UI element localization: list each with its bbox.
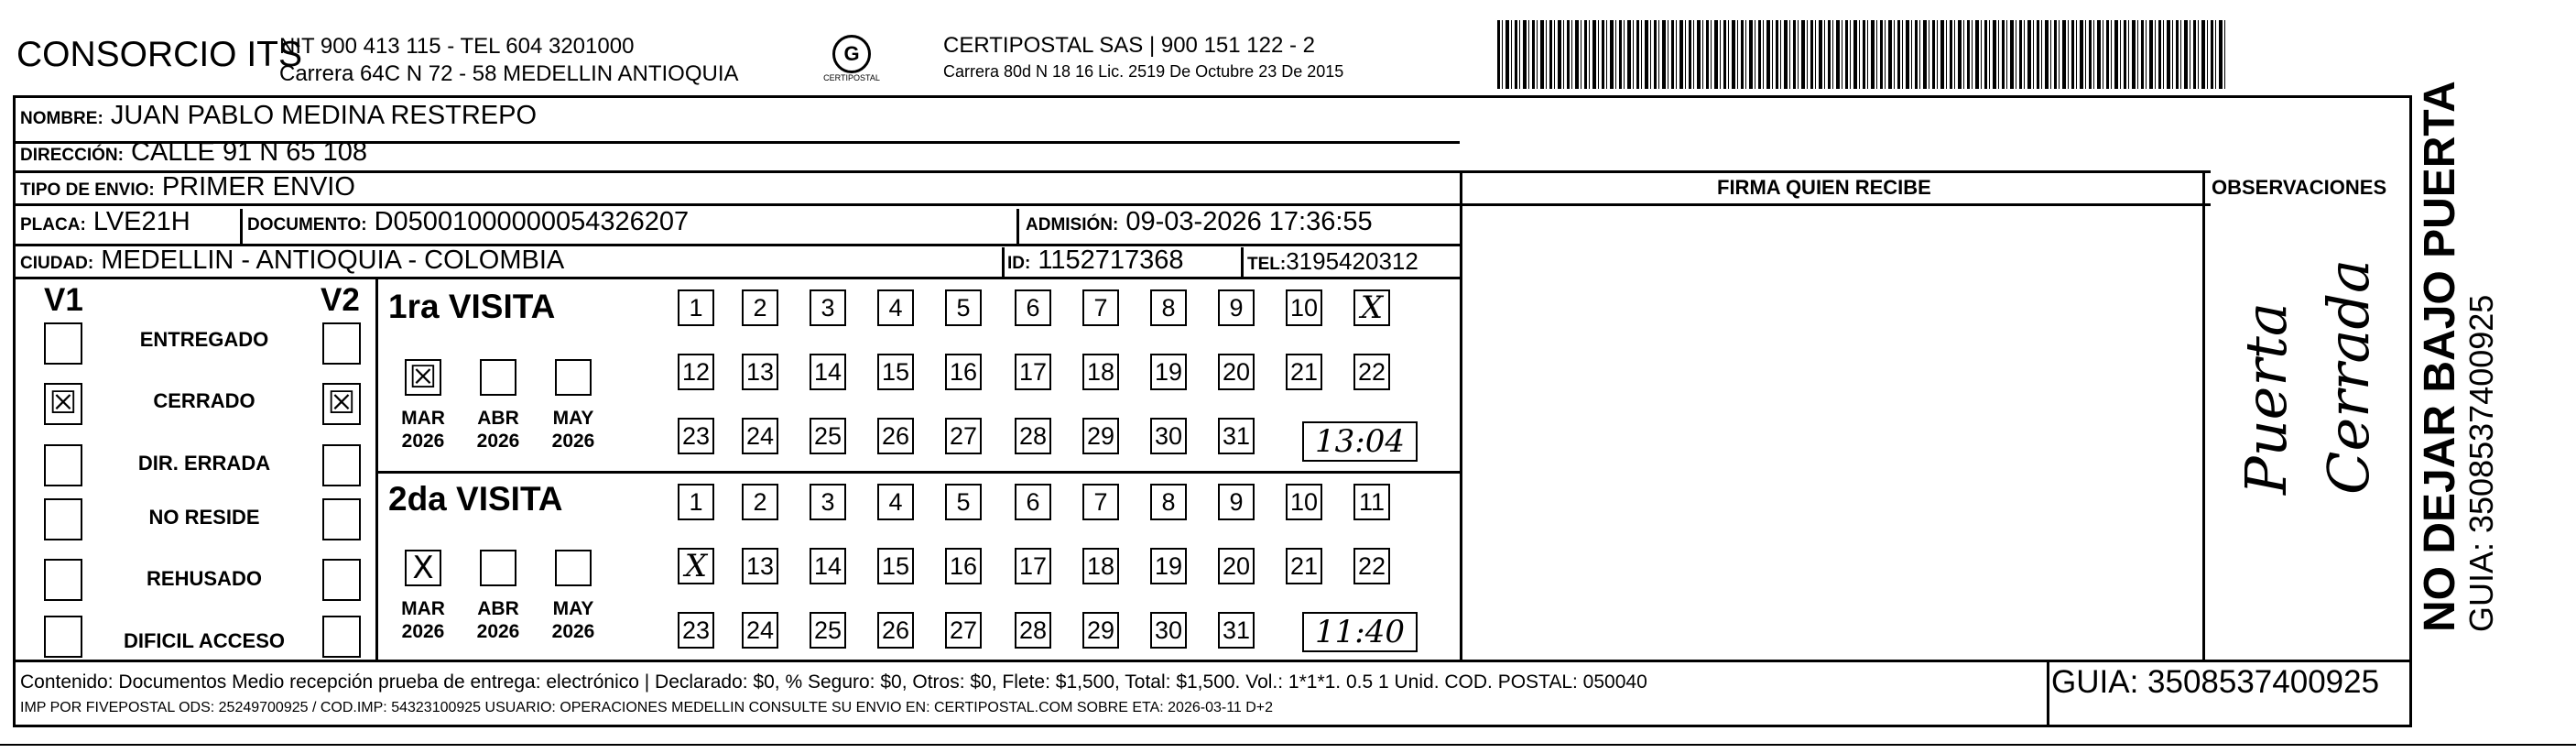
tel-field (1247, 247, 1418, 276)
visit2-day-box[interactable]: 18 (1082, 548, 1119, 584)
visit1-day-box[interactable]: 16 (945, 354, 982, 390)
form-frame (13, 95, 2412, 727)
status-no-reside-label: NO RESIDE (148, 506, 260, 529)
visit2-day-box[interactable]: 21 (1286, 548, 1322, 584)
observaciones-header: OBSERVACIONES (2212, 176, 2387, 199)
v2-dir-errada-checkbox[interactable] (322, 444, 361, 486)
visit2-day-box[interactable]: 11 (1353, 484, 1390, 520)
visit1-month-mar-checkbox[interactable]: ☒ (405, 359, 441, 396)
certipostal-info (943, 33, 1343, 82)
nit-line: NIT 900 413 115 - TEL 604 3201000 (279, 34, 635, 59)
visit1-day-box[interactable]: 23 (678, 418, 714, 454)
logo-text: CERTIPOSTAL (823, 73, 880, 82)
v1-cerrado-checkbox[interactable]: ☒ (44, 383, 82, 425)
visit1-day-box[interactable]: X (1353, 289, 1390, 326)
visit1-month-mar-label: MAR 2026 (401, 408, 445, 452)
logo-icon: G (832, 35, 871, 73)
visit1-day-box[interactable]: 12 (678, 354, 714, 390)
visit1-day-box[interactable]: 20 (1218, 354, 1255, 390)
placa-label: PLACA: (20, 215, 86, 235)
tipo-field (20, 172, 355, 202)
visit1-day-box[interactable]: 21 (1286, 354, 1322, 390)
company-name: CONSORCIO ITS (16, 35, 303, 74)
footer-guia: GUIA: 3508537400925 (2051, 664, 2380, 700)
visit1-day-box[interactable]: 5 (945, 289, 982, 326)
visit2-day-box[interactable]: 23 (678, 612, 714, 649)
visit1-day-box[interactable]: 29 (1082, 418, 1119, 454)
direccion-value: CALLE 91 N 65 108 (131, 137, 367, 167)
visit1-day-box[interactable]: 24 (742, 418, 778, 454)
visit2-day-box[interactable]: 13 (742, 548, 778, 584)
visit1-day-box[interactable]: 8 (1150, 289, 1187, 326)
visit2-day-box[interactable]: 27 (945, 612, 982, 649)
side-guia: GUIA: 3508537400925 (2462, 294, 2500, 632)
certipostal-line: CERTIPOSTAL SAS | 900 151 122 - 2 (943, 33, 1315, 58)
visit2-day-box[interactable]: 14 (810, 548, 846, 584)
visit2-day-box[interactable]: 9 (1218, 484, 1255, 520)
visit2-title: 2da VISITA (388, 480, 563, 518)
visit2-day-box[interactable]: 17 (1015, 548, 1051, 584)
visit1-day-box[interactable]: 15 (877, 354, 914, 390)
id-label: ID: (1007, 254, 1031, 273)
barcode (1497, 20, 2227, 89)
visit2-day-box[interactable]: 19 (1150, 548, 1187, 584)
firma-header: FIRMA QUIEN RECIBE (1717, 176, 1931, 199)
v2-dificil-acceso-checkbox[interactable] (322, 616, 361, 658)
direccion-field (20, 137, 367, 168)
certipostal-logo (810, 35, 893, 90)
visit2-month-abr-checkbox[interactable] (480, 550, 516, 586)
v1-dir-errada-checkbox[interactable] (44, 444, 82, 486)
visit1-day-box[interactable]: 3 (810, 289, 846, 326)
visit2-month-mar-label: MAR 2026 (401, 598, 445, 642)
visit2-day-box[interactable]: 3 (810, 484, 846, 520)
visit1-day-box[interactable]: 17 (1015, 354, 1051, 390)
visit2-time[interactable]: 11:40 (1302, 612, 1418, 652)
visit1-day-box[interactable]: 9 (1218, 289, 1255, 326)
v2-header: V2 (321, 282, 360, 318)
visit2-day-box[interactable]: 15 (877, 548, 914, 584)
status-entregado-label: ENTREGADO (139, 328, 269, 351)
status-cerrado-label: CERRADO (153, 389, 255, 412)
ciudad-value: MEDELLIN - ANTIOQUIA - COLOMBIA (101, 246, 565, 275)
v1-dificil-acceso-checkbox[interactable] (44, 616, 82, 658)
visit1-day-box[interactable]: 2 (742, 289, 778, 326)
visit2-day-box[interactable]: 20 (1218, 548, 1255, 584)
visit2-day-box[interactable]: 4 (877, 484, 914, 520)
visit1-day-box[interactable]: 19 (1150, 354, 1187, 390)
v1-rehusado-checkbox[interactable] (44, 559, 82, 601)
visit2-day-box[interactable]: 7 (1082, 484, 1119, 520)
visit1-day-box[interactable]: 31 (1218, 418, 1255, 454)
side-vertical-text (2418, 81, 2500, 632)
visit1-day-box[interactable]: 27 (945, 418, 982, 454)
visit1-day-box[interactable]: 18 (1082, 354, 1119, 390)
documento-value: D05001000000054326207 (374, 207, 690, 236)
certipostal-address: Carrera 80d N 18 16 Lic. 2519 De Octubre 23 De 2015 (943, 62, 1344, 81)
visit2-day-box[interactable]: 2 (742, 484, 778, 520)
visit1-day-box[interactable]: 10 (1286, 289, 1322, 326)
visit2-day-box[interactable]: 24 (742, 612, 778, 649)
visit2-day-box[interactable]: 31 (1218, 612, 1255, 649)
visit1-day-box[interactable]: 28 (1015, 418, 1051, 454)
visit1-day-box[interactable]: 1 (678, 289, 714, 326)
v2-cerrado-checkbox[interactable]: ☒ (322, 383, 361, 425)
v1-entregado-checkbox[interactable] (44, 322, 82, 365)
direccion-label: DIRECCIÓN: (20, 146, 124, 165)
company-info (279, 33, 739, 88)
observaciones-handwritten (2225, 259, 2390, 495)
visit1-day-box[interactable]: 13 (742, 354, 778, 390)
visit1-month-abr-label: ABR 2026 (476, 408, 520, 452)
visit2-day-box[interactable]: 10 (1286, 484, 1322, 520)
visit1-day-box[interactable]: 25 (810, 418, 846, 454)
visit1-day-box[interactable]: 30 (1150, 418, 1187, 454)
footer-imp: IMP POR FIVEPOSTAL ODS: 25249700925 / COD.IMP: 54323100925 USUARIO: OPERACIONES MEDELLIN CONSULTE SU ENVIO EN: CERTIPOSTAL.COM SOBRE ETA: 2026-03-11 D+2 (20, 700, 1274, 715)
side-warning: NO DEJAR BAJO PUERTA (2416, 81, 2464, 632)
visit1-time[interactable]: 13:04 (1302, 421, 1418, 462)
visit2-day-box[interactable]: 30 (1150, 612, 1187, 649)
visit1-day-box[interactable]: 4 (877, 289, 914, 326)
admision-value: 09-03-2026 17:36:55 (1125, 207, 1373, 236)
visit1-month-may-checkbox[interactable] (555, 359, 592, 396)
visit2-day-box[interactable]: 29 (1082, 612, 1119, 649)
visit1-day-box[interactable]: 22 (1353, 354, 1390, 390)
id-field (1007, 246, 1184, 276)
visit1-month-may-label: MAY 2026 (551, 408, 595, 452)
visit2-day-box[interactable]: 8 (1150, 484, 1187, 520)
visit2-day-box[interactable]: 1 (678, 484, 714, 520)
v2-rehusado-checkbox[interactable] (322, 559, 361, 601)
v2-no-reside-checkbox[interactable] (322, 498, 361, 540)
tel-label: TEL: (1247, 255, 1287, 274)
visit2-day-box[interactable]: 22 (1353, 548, 1390, 584)
admision-field (1026, 207, 1373, 237)
visit1-day-box[interactable]: 14 (810, 354, 846, 390)
visit2-day-box[interactable]: 6 (1015, 484, 1051, 520)
visit2-month-abr-label: ABR 2026 (476, 598, 520, 642)
v2-entregado-checkbox[interactable] (322, 322, 361, 365)
v1-no-reside-checkbox[interactable] (44, 498, 82, 540)
ciudad-field (20, 246, 564, 276)
visit2-day-box[interactable]: 25 (810, 612, 846, 649)
nombre-field (20, 101, 537, 131)
ciudad-label: CIUDAD: (20, 254, 94, 273)
tipo-label: TIPO DE ENVIO: (20, 180, 155, 200)
observaciones-line-1: Puerta (2233, 302, 2299, 495)
tel-value: 3195420312 (1286, 247, 1418, 275)
visit1-day-box[interactable]: 6 (1015, 289, 1051, 326)
nombre-value: JUAN PABLO MEDINA RESTREPO (110, 101, 538, 130)
documento-label: DOCUMENTO: (247, 215, 367, 235)
visit2-month-may-checkbox[interactable] (555, 550, 592, 586)
status-rehusado-label: REHUSADO (147, 567, 262, 590)
visit2-day-box[interactable]: X (678, 548, 714, 584)
id-value: 1152717368 (1038, 246, 1184, 275)
placa-field (20, 207, 190, 237)
visit2-day-box[interactable]: 5 (945, 484, 982, 520)
admision-label: ADMISIÓN: (1026, 215, 1119, 235)
visit1-title: 1ra VISITA (388, 288, 556, 325)
visit2-month-mar-checkbox[interactable]: X (405, 550, 441, 586)
visit2-day-box[interactable]: 28 (1015, 612, 1051, 649)
company-address: Carrera 64C N 72 - 58 MEDELLIN ANTIOQUIA (279, 61, 739, 86)
footer-contenido: Contenido: Documentos Medio recepción prueba de entrega: electrónico | Declarado: $0, % Seguro: $0, Otros: $0, Flete: $1,500, Total: $1,500. Vol.: 1*1*1. 0.5 1 Unid. COD. POSTAL: 050040 (20, 671, 1647, 693)
visit1-day-box[interactable]: 7 (1082, 289, 1119, 326)
tipo-value: PRIMER ENVIO (161, 172, 355, 202)
status-dificil-acceso-label: DIFICIL ACCESO (123, 629, 285, 652)
placa-value: LVE21H (92, 207, 190, 236)
documento-field (247, 207, 689, 237)
visit1-month-abr-checkbox[interactable] (480, 359, 516, 396)
visit2-day-box[interactable]: 16 (945, 548, 982, 584)
visit2-day-box[interactable]: 26 (877, 612, 914, 649)
status-dir-errada-label: DIR. ERRADA (137, 452, 271, 475)
visit2-month-may-label: MAY 2026 (551, 598, 595, 642)
nombre-label: NOMBRE: (20, 109, 103, 128)
observaciones-line-2: Cerrada (2315, 258, 2382, 495)
v1-header: V1 (44, 282, 83, 318)
visit1-day-box[interactable]: 26 (877, 418, 914, 454)
